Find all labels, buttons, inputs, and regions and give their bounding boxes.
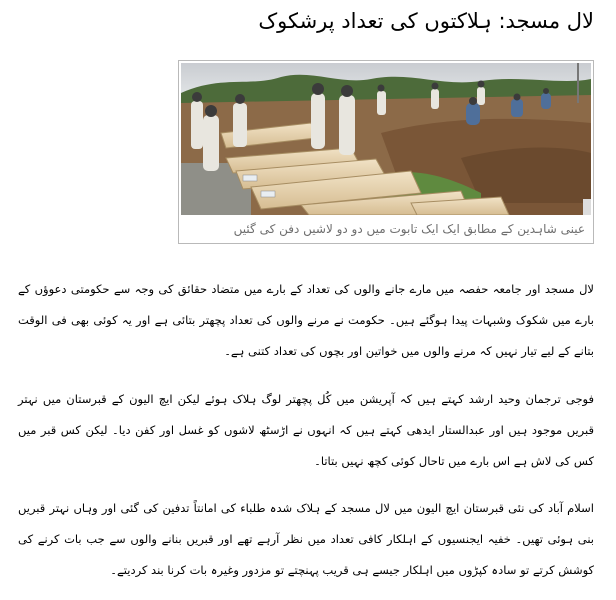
image-caption: عینی شاہدین کے مطابق ایک ایک تابوت میں دو دو لاشیں دفن کی گئیں	[233, 222, 585, 236]
article-paragraph-1: لال مسجد اور جامعہ حفصہ میں مارے جانے والوں کی تعداد کے بارے میں متضاد حقائق کی وجہ سے حکومتی دعوؤں کے بارے میں شکوک وشبہات پیدا ہوگئے ہیں۔ حکومت نے مرنے والوں کی تعداد پچھتر بتائی ہے اور یہ کوئی بھی فی الوقت بتانے کے لیے تیار نہیں کہ مرنے والوں میں خواتین اور بچوں کی تعداد کتنی ہے۔	[18, 281, 594, 358]
article-paragraph-2: فوجی ترجمان وحید ارشد کہتے ہیں کہ آپریشن میں کُل پچھتر لوگ ہلاک ہوئے لیکن ایچ الیون کے قبرستان میں نہتر قبریں موجود ہیں اور عبدالستار ایدھی کہتے ہیں کہ انہوں نے اڑسٹھ لاشوں کو غسل اور کفن دیا۔ لیکن کس قبر میں کس کی لاش ہے اس بارے میں تاحال کوئی کچھ نہیں بتاتا۔	[18, 391, 594, 468]
photo-burial-coffins-icon	[181, 63, 591, 215]
article-figure	[178, 60, 594, 244]
article-paragraph-3: اسلام آباد کی نئی قبرستان ایچ الیون میں لال مسجد کے ہلاک شدہ طلباء کی امانتاً تدفین کی گئی اور وہاں نہتر قبریں بنی ہوئی تھیں۔ خفیہ ایجنسیوں کے اہلکار کافی تعداد میں نظر آرہے تھے اور قبریں بنانے والوں سے جب بات کرنے کی کوشش کرتے تو سادہ کپڑوں میں اہلکار جیسے ہی قریب پہنچتے تو مزدور وغیرہ بات کرنا بند کردیتے۔	[18, 500, 594, 577]
article-headline: لال مسجد: ہلاکتوں کی تعداد پرشکوک	[258, 9, 594, 33]
